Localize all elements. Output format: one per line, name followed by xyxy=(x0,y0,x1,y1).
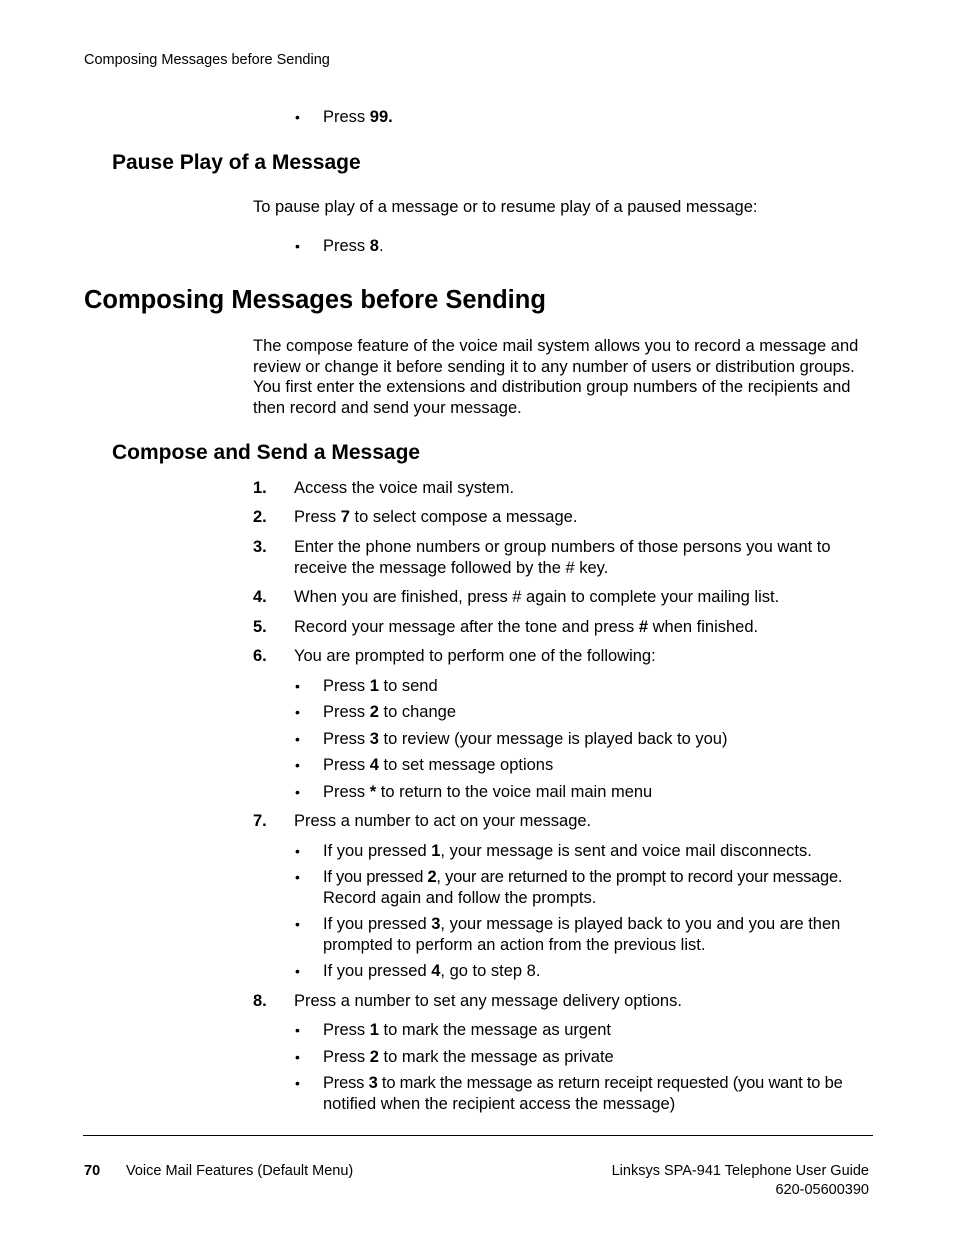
step-number: 3. xyxy=(253,538,267,556)
step-text: Press 7 to select compose a message. xyxy=(294,508,578,526)
list-item: • Press 99. xyxy=(295,108,393,126)
step-text: Record your message after the tone and press # when finished. xyxy=(294,618,759,636)
list-item: • Press 1 to send xyxy=(295,677,438,695)
step-number: 7. xyxy=(253,812,267,830)
bullet-icon: • xyxy=(295,1022,300,1038)
section-heading-compose-send: Compose and Send a Message xyxy=(112,441,421,464)
footer-guide-title: Linksys SPA-941 Telephone User Guide xyxy=(611,1163,869,1179)
bullet-icon: • xyxy=(295,109,300,125)
list-item: • Press 3 to mark the message as return receipt requested (you want to be notified when the recipient access the message) xyxy=(295,1074,843,1113)
bullet-icon: • xyxy=(295,1049,300,1065)
bullet-icon: • xyxy=(295,963,300,979)
list-item: • Press 2 to mark the message as private xyxy=(295,1048,614,1066)
step-text: Access the voice mail system. xyxy=(294,479,515,497)
bullet-icon: • xyxy=(295,704,300,720)
bullet-icon: • xyxy=(295,869,300,885)
step-number: 8. xyxy=(253,992,267,1010)
list-item: • Press * to return to the voice mail main menu xyxy=(295,783,653,801)
list-item: • Press 2 to change xyxy=(295,703,457,721)
bullet-icon: • xyxy=(295,916,300,932)
bullet-icon: • xyxy=(295,1075,300,1091)
step-number: 1. xyxy=(253,479,267,497)
page-number: 70 xyxy=(84,1163,101,1179)
step-number: 2. xyxy=(253,508,267,526)
chapter-heading-composing: Composing Messages before Sending xyxy=(84,286,546,314)
bullet-icon: • xyxy=(295,238,300,254)
list-item: • Press 4 to set message options xyxy=(295,756,554,774)
step-text: Press a number to set any message delivery options. xyxy=(294,992,682,1010)
list-item: • If you pressed 1, your message is sent and voice mail disconnects. xyxy=(295,842,812,860)
bullet-icon: • xyxy=(295,731,300,747)
section-heading-pause: Pause Play of a Message xyxy=(112,151,361,174)
footer-doc-number: 620-05600390 xyxy=(775,1182,869,1198)
composing-paragraph: The compose feature of the voice mail system allows you to record a message and review or change it before sending it to any number of users or distribution groups. You first enter the extensions and distribution group numbers of the recipients and then record and send your message. xyxy=(253,337,859,417)
pause-intro: To pause play of a message or to resume play of a paused message: xyxy=(253,198,758,216)
step-text: You are prompted to perform one of the following: xyxy=(294,647,656,665)
list-item: • If you pressed 3, your message is played back to you and you are then prompted to perform an action from the previous list. xyxy=(295,915,841,954)
footer-section-title: Voice Mail Features (Default Menu) xyxy=(126,1163,354,1179)
step-number: 6. xyxy=(253,647,267,665)
bullet-icon: • xyxy=(295,784,300,800)
list-item: • If you pressed 2, your are returned to the prompt to record your message. Record again and follow the prompts. xyxy=(295,868,843,907)
running-header: Composing Messages before Sending xyxy=(84,52,330,68)
bullet-icon: • xyxy=(295,757,300,773)
list-item: • If you pressed 4, go to step 8. xyxy=(295,962,541,980)
bullet-icon: • xyxy=(295,678,300,694)
footer-rule xyxy=(83,1135,873,1136)
step-text: When you are finished, press # again to complete your mailing list. xyxy=(294,588,780,606)
step-text: Press a number to act on your message. xyxy=(294,812,592,830)
step-text: Enter the phone numbers or group numbers of those persons you want to receive the message followed by the # key. xyxy=(294,538,831,577)
step-number: 4. xyxy=(253,588,267,606)
list-item: • Press 8. xyxy=(295,237,384,255)
list-item: • Press 3 to review (your message is played back to you) xyxy=(295,730,728,748)
bullet-icon: • xyxy=(295,843,300,859)
step-number: 5. xyxy=(253,618,267,636)
list-item: • Press 1 to mark the message as urgent xyxy=(295,1021,611,1039)
